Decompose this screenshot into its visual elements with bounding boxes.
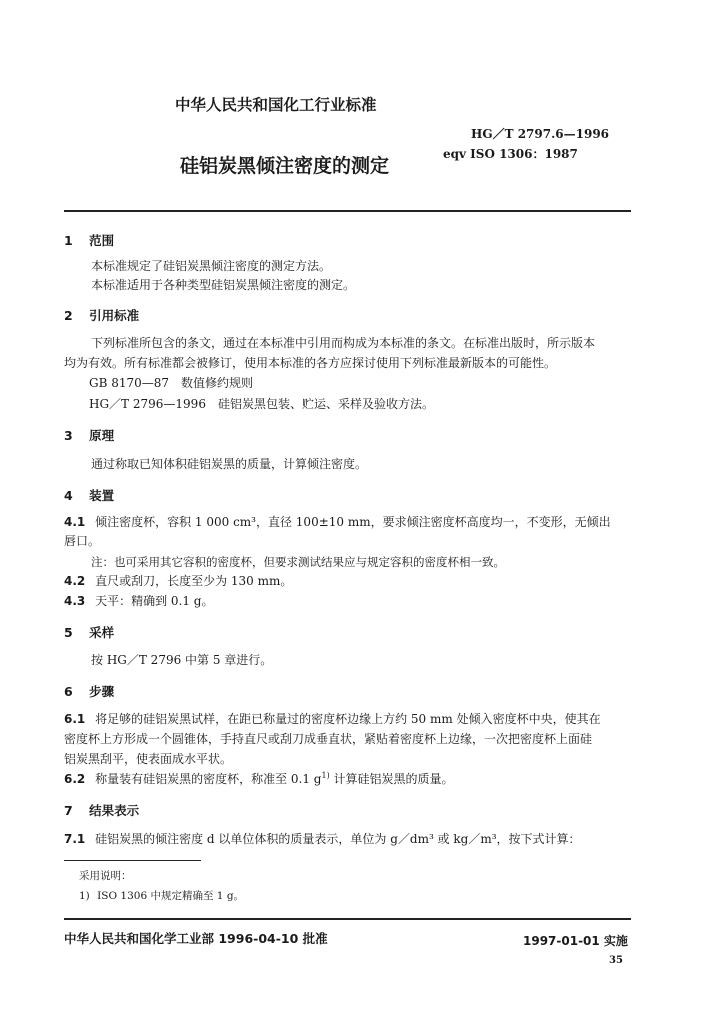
footer-divider xyxy=(64,918,631,920)
clause-text: 硅铝炭黑的倾注密度 d 以单位体积的质量表示，单位为 g／dm³ 或 kg／m³，按下式计算： xyxy=(95,832,581,846)
section-title: 原理 xyxy=(89,428,115,443)
footnote xyxy=(79,888,244,903)
clause-text: 天平：精确到 0.1 g。 xyxy=(95,594,214,608)
footnote-heading: 采用说明： xyxy=(79,870,132,882)
section-3-heading xyxy=(64,426,114,444)
note: 注：也可采用其它容积的密度杯，但要求测试结果应与规定容积的密度杯相一致。 xyxy=(91,555,505,569)
section-title: 结果表示 xyxy=(89,803,140,818)
effective-date: 1997-01-01 实施 xyxy=(523,934,628,948)
document-title: 硅铝炭黑倾注密度的测定 xyxy=(180,155,390,177)
standard-type: 中华人民共和国化工行业标准 xyxy=(175,96,377,114)
clause-4-2 xyxy=(64,574,292,588)
section-number: 1 xyxy=(64,233,73,248)
clause-text: 唇口。 xyxy=(64,534,101,548)
clause-number: 4.3 xyxy=(64,594,86,608)
section-title: 采样 xyxy=(89,625,115,640)
reference-item: HG／T 2796—1996 硅铝炭黑包装、贮运、采样及验收方法。 xyxy=(89,397,434,411)
approval-issuer: 中华人民共和国化学工业部 1996-04-10 批准 xyxy=(64,931,328,946)
section-1-heading xyxy=(64,231,114,249)
clause-text: 密度杯上方形成一个圆锥体，手持直尺或刮刀成垂直状，紧贴着密度杯上边缘，一次把密度杯上面硅 xyxy=(64,732,593,746)
paragraph: 本标准适用于各种类型硅铝炭黑倾注密度的测定。 xyxy=(91,278,356,292)
section-5-heading xyxy=(64,623,114,641)
header-divider xyxy=(64,210,631,212)
section-title: 引用标准 xyxy=(89,308,140,323)
section-title: 装置 xyxy=(89,488,115,503)
clause-6-1 xyxy=(64,712,601,726)
section-number: 3 xyxy=(64,428,73,443)
section-4-heading xyxy=(64,486,114,504)
section-number: 2 xyxy=(64,308,73,323)
clause-text: 将足够的硅铝炭黑试样，在距已称量过的密度杯边缘上方约 50 mm 处倾入密度杯中央，使其在 xyxy=(95,712,601,726)
clause-text: 直尺或刮刀，长度至少为 130 mm。 xyxy=(95,574,293,588)
section-number: 4 xyxy=(64,488,73,503)
section-number: 7 xyxy=(64,803,73,818)
section-6-heading xyxy=(64,682,114,700)
clause-4-1 xyxy=(64,515,611,529)
clause-text: 铝炭黑刮平，使表面成水平状。 xyxy=(64,752,233,766)
paragraph: 下列标准所包含的条文，通过在本标准中引用而构成为本标准的条文。在标准出版时，所示版本 xyxy=(91,336,596,350)
paragraph: 本标准规定了硅铝炭黑倾注密度的测定方法。 xyxy=(91,259,332,273)
page-number: 35 xyxy=(609,955,623,966)
reference-item: GB 8170—87 数值修约规则 xyxy=(89,376,254,390)
clause-text: 倾注密度杯，容积 1 000 cm³，直径 100±10 mm，要求倾注密度杯高度均一，不变形，无倾出 xyxy=(95,515,611,529)
footnote-text: ISO 1306 中规定精确至 1 g。 xyxy=(97,890,245,902)
clause-text: 计算硅铝炭黑的质量。 xyxy=(333,772,454,786)
clause-number: 7.1 xyxy=(64,832,86,846)
footnote-divider xyxy=(64,860,201,861)
section-title: 步骤 xyxy=(89,684,115,699)
footnote-mark: 1) xyxy=(79,890,90,902)
standard-code: HG／T 2797.6—1996 xyxy=(471,127,610,141)
section-title: 范围 xyxy=(89,233,115,248)
section-2-heading xyxy=(64,306,139,324)
clause-6-2 xyxy=(64,772,454,786)
eqv-iso: eqv ISO 1306：1987 xyxy=(443,147,578,161)
paragraph: 按 HG／T 2796 中第 5 章进行。 xyxy=(91,653,273,667)
section-7-heading xyxy=(64,801,139,819)
clause-text: 称量装有硅铝炭黑的密度杯，称准至 0.1 g xyxy=(95,772,322,786)
footnote-ref: 1) xyxy=(321,771,330,780)
paragraph: 通过称取已知体积硅铝炭黑的质量，计算倾注密度。 xyxy=(91,457,368,471)
clause-number: 4.1 xyxy=(64,515,86,529)
section-number: 6 xyxy=(64,684,73,699)
clause-7-1 xyxy=(64,832,581,846)
clause-4-3 xyxy=(64,594,214,608)
clause-number: 6.1 xyxy=(64,712,86,726)
clause-number: 6.2 xyxy=(64,772,86,786)
section-number: 5 xyxy=(64,625,73,640)
paragraph: 均为有效。所有标准都会被修订，使用本标准的各方应探讨使用下列标准最新版本的可能性。 xyxy=(64,356,557,370)
clause-number: 4.2 xyxy=(64,574,86,588)
